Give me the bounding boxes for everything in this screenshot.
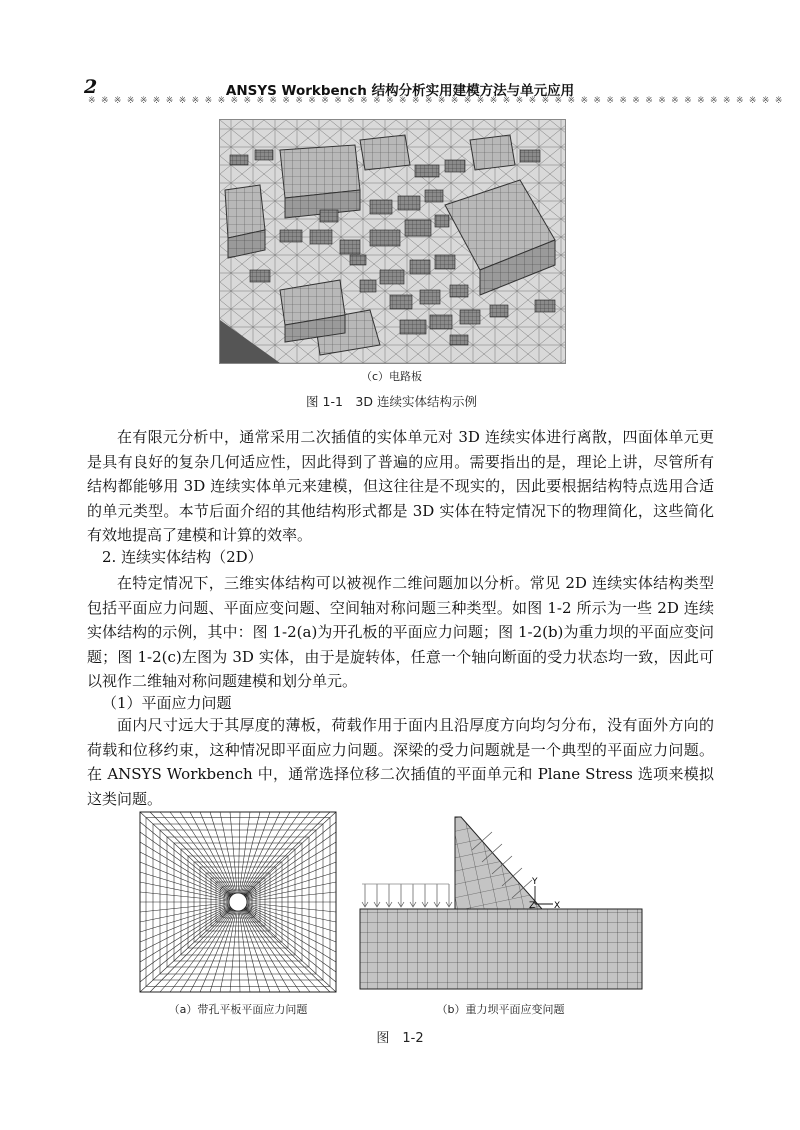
figure-1-2a-subcaption: （a）带孔平板平面应力问题 — [168, 1003, 308, 1016]
plate-with-hole-mesh-image — [140, 812, 336, 992]
body-paragraph-3: 面内尺寸远大于其厚度的薄板，荷载作用于面内且沿厚度方向均匀分布，没有面外方向的荷载和位移约束，这种情况即平面应力问题。深梁的受力问题就是一个典型的平面应力问题。在 ANSYS Workbench 中，通常选择位移二次插值的平面单元和 Plane Stress 选项来模拟这类问题。 — [87, 716, 714, 808]
figure-1-1-caption: 图 1-1 3D 连续实体结构示例 — [306, 394, 477, 409]
body-paragraph-1: 在有限元分析中，通常采用二次插值的实体单元对 3D 连续实体进行离散，四面体单元更是具有良好的复杂几何适应性，因此得到了普遍的应用。需要指出的是，理论上讲，尽管所有结构都能够用 3D 连续实体单元来建模，但这往往是不现实的，因此要根据结构特点选用合适的单元类型。本节后面介绍的其他结构形式都是 3D 实体在特定情况下的物理简化，这些简化有效地提高了建模和计算的效率。 — [87, 428, 714, 545]
figure-1-2b-subcaption: （b）重力坝平面应变问题 — [436, 1003, 565, 1016]
axis-x-label: X — [554, 901, 561, 911]
circuit-board-mesh-image — [219, 119, 566, 364]
gravity-dam-mesh-image — [357, 812, 644, 992]
axis-z-label: Z — [529, 901, 536, 911]
figure-1-2-caption: 图 1-2 — [376, 1031, 424, 1046]
header-divider: ※ ※ ※ ※ ※ ※ ※ ※ ※ ※ ※ ※ ※ ※ ※ ※ ※ ※ ※ ※ ※ ※ ※ ※ ※ ※ ※ ※ ※ ※ ※ ※ ※ ※ ※ ※ ※ ※ ※ ※ ※ ※ ※ ※ ※ ※ ※ ※ ※ ※ ※ ※ ※ ※ — [88, 96, 783, 106]
subsection-heading-plane-stress: （1）平面应力问题 — [102, 694, 232, 712]
body-paragraph-2: 在特定情况下，三维实体结构可以被视作二维问题加以分析。常见 2D 连续实体结构类型包括平面应力问题、平面应变问题、空间轴对称问题三种类型。如图 1-2 所示为一些 2D 连续实体结构的示例，其中：图 1-2(a)为开孔板的平面应力问题；图 1-2(b)为重力坝的平面应变问题；图 1-2(c)左图为 3D 实体，由于是旋转体，任意一个轴向断面的受力状态均一致，因此可以视作二维轴对称问题建模和划分单元。 — [87, 574, 714, 691]
section-heading-2d: 2. 连续实体结构（2D） — [102, 548, 263, 566]
page-number: 2 — [84, 76, 98, 98]
figure-1-1-subcaption: （c）电路板 — [360, 370, 423, 383]
axis-y-label: Y — [532, 877, 538, 887]
running-title: ANSYS Workbench 结构分析实用建模方法与单元应用 — [225, 83, 575, 99]
